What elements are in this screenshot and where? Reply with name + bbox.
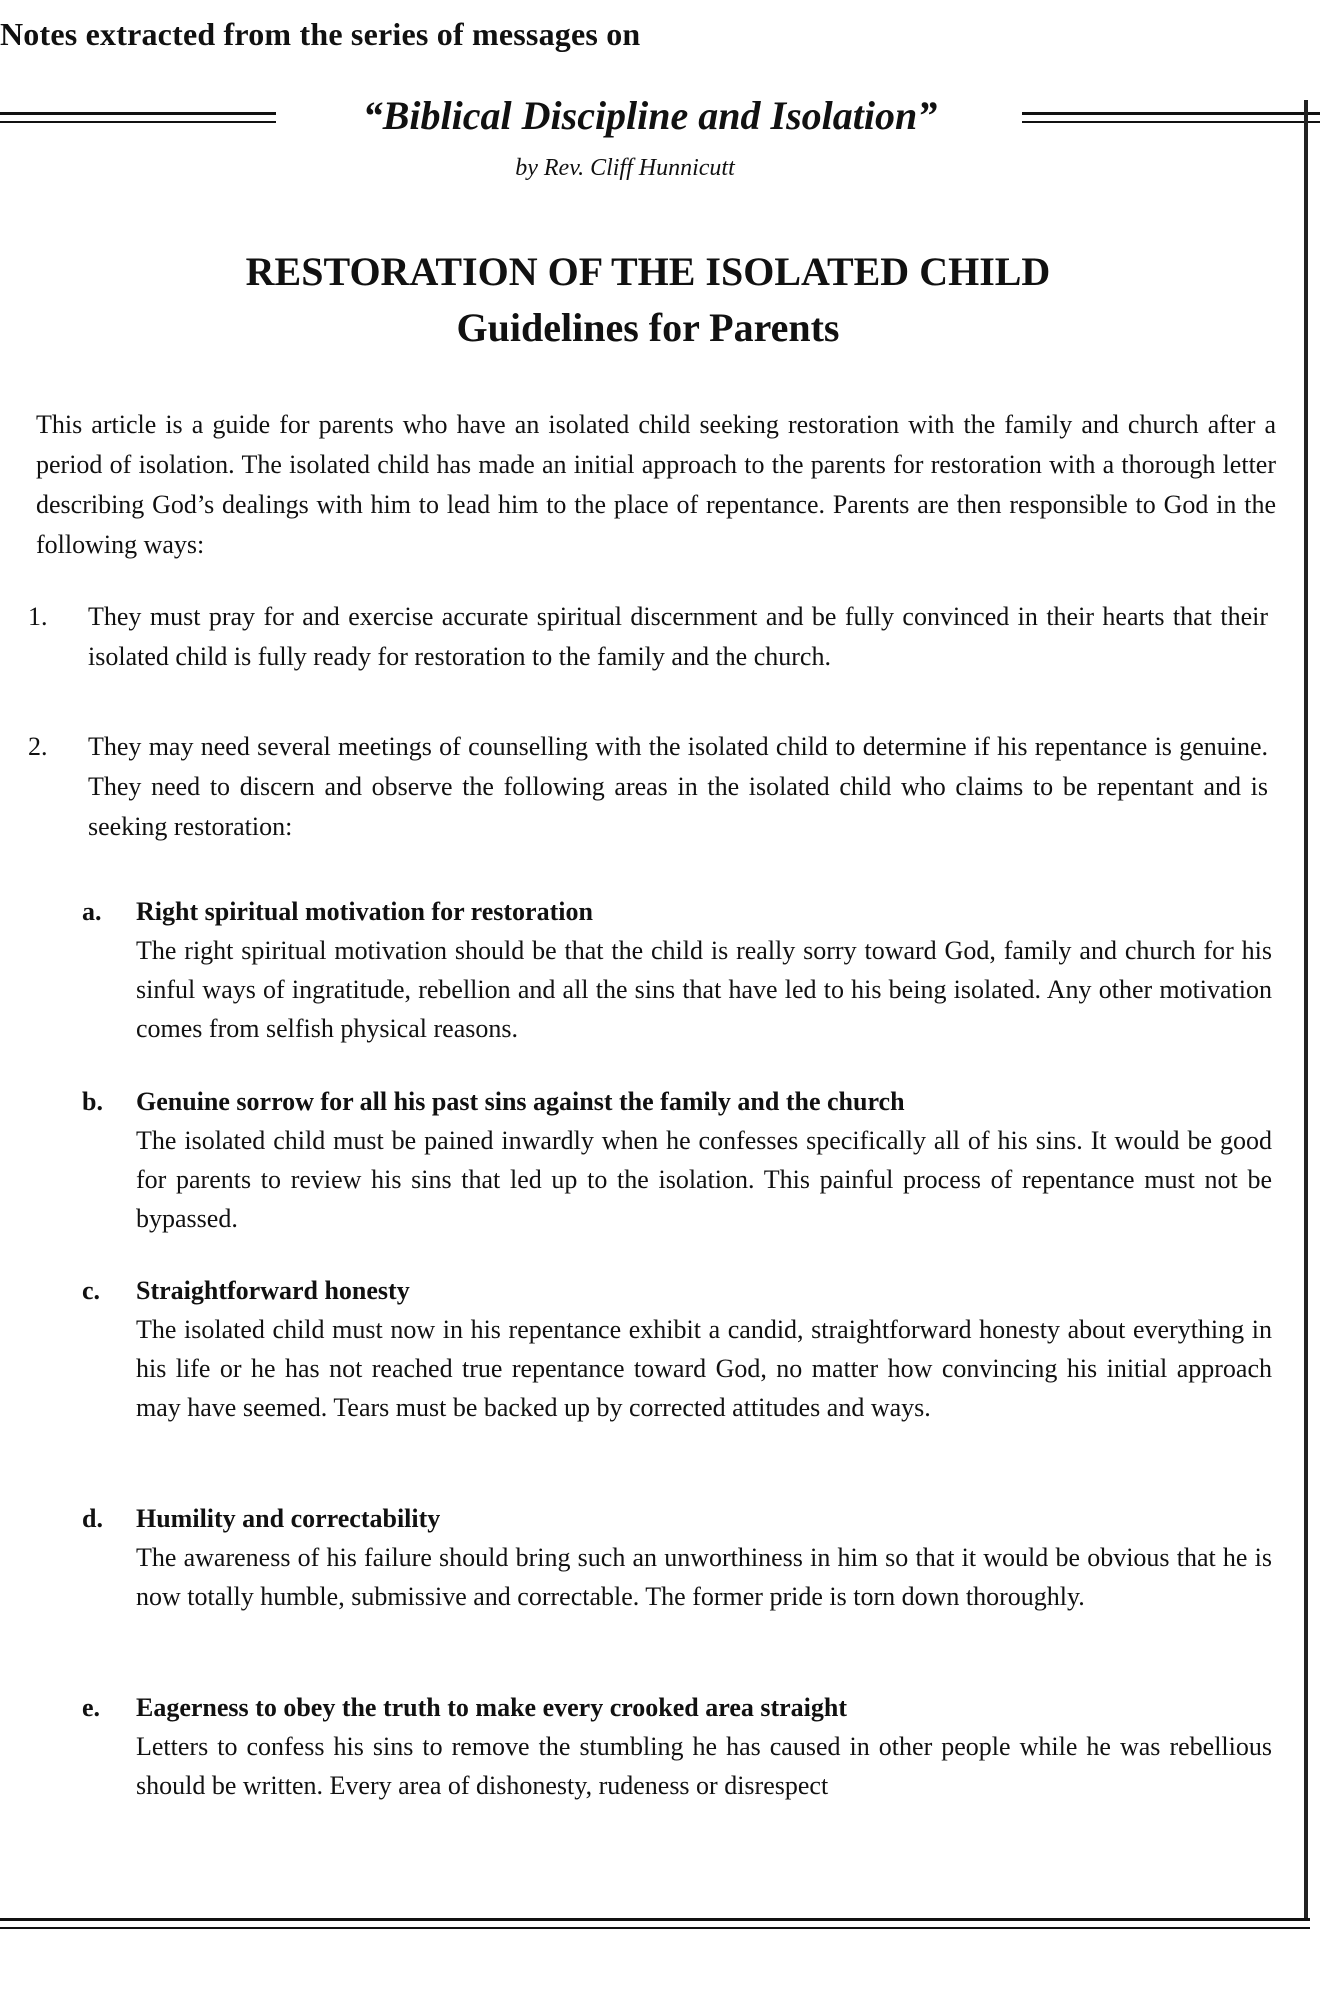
series-banner <box>0 92 1320 146</box>
banner-rule-left <box>0 112 276 123</box>
subitem-c <box>82 1271 1272 1427</box>
subitem-body: The isolated child must now in his repentance exhibit a candid, straightforward honesty about everything in his life or he has not reached true repentance toward God, no matter how convincing his initial approach may have seemed. Tears must be backed up by corrected attitudes and ways. <box>136 1315 1272 1422</box>
subitem-heading: Right spiritual motivation for restoration <box>136 897 593 926</box>
subitem-heading: Straightforward honesty <box>136 1276 410 1305</box>
page-border-right <box>1304 100 1308 1918</box>
subitem-heading: Eagerness to obey the truth to make every crooked area straight <box>136 1693 848 1722</box>
title-line-1: RESTORATION OF THE ISOLATED CHILD <box>245 249 1051 294</box>
subitem-heading: Humility and correctability <box>136 1504 441 1533</box>
item-text: They must pray for and exercise accurate spiritual discernment and be fully convinced in their hearts that their isolated child is fully ready for restoration to the family and the church. <box>88 602 1268 671</box>
subitem-a <box>82 892 1272 1048</box>
subitem-body: The awareness of his failure should bring such an unworthiness in him so that it would be obvious that he is now totally humble, submissive and correctable. The former pride is torn down thoroughly. <box>136 1543 1272 1611</box>
subitem-body: The right spiritual motivation should be that the child is really sorry toward God, family and church for his sinful ways of ingratitude, rebellion and all the sins that have led to his being isolated. Any other motivation comes from selfish physical reasons. <box>136 936 1272 1043</box>
numbered-item-2 <box>28 727 1268 847</box>
item-number: 2. <box>28 732 48 761</box>
subitem-letter: d. <box>82 1504 103 1533</box>
subitem-letter: a. <box>82 897 102 926</box>
subitem-letter: e. <box>82 1693 101 1722</box>
intro-paragraph: This article is a guide for parents who have an isolated child seeking restoration with the family and church after a period of isolation. The isolated child has made an initial approach to the parents for restoration with a thorough letter describing God’s dealings with him to lead him to the place of repentance. Parents are then responsible to God in the following ways: <box>36 410 1276 559</box>
subitem-letter: b. <box>82 1087 103 1116</box>
subitem-b <box>82 1082 1272 1238</box>
subitem-heading: Genuine sorrow for all his past sins against the family and the church <box>136 1087 905 1116</box>
subitem-d <box>82 1499 1272 1616</box>
item-number: 1. <box>28 602 48 631</box>
item-text: They may need several meetings of counselling with the isolated child to determine if his repentance is genuine. They need to discern and observe the following areas in the isolated child who claims to be repentant and is seeking restoration: <box>88 732 1268 841</box>
title-line-2: Guidelines for Parents <box>456 305 840 350</box>
subitem-body: The isolated child must be pained inwardly when he confesses specifically all of his sins. It would be good for parents to review his sins that led up to the isolation. This painful process of repentance must not be bypassed. <box>136 1126 1272 1233</box>
numbered-item-1 <box>28 597 1268 677</box>
subitem-e <box>82 1688 1272 1805</box>
series-title: “Biblical Discipline and Isolation” <box>362 93 938 138</box>
subitem-body: Letters to confess his sins to remove the stumbling he has caused in other people while he was rebellious should be written. Every area of dishonesty, rudeness or disrespect <box>136 1732 1272 1800</box>
banner-rule-right <box>1022 112 1320 123</box>
document-title <box>0 244 1320 356</box>
page-border-bottom <box>0 1918 1310 1929</box>
subitem-letter: c. <box>82 1276 101 1305</box>
author-byline: by Rev. Cliff Hunnicutt <box>515 155 735 181</box>
header-note: Notes extracted from the series of messages on <box>0 16 641 52</box>
